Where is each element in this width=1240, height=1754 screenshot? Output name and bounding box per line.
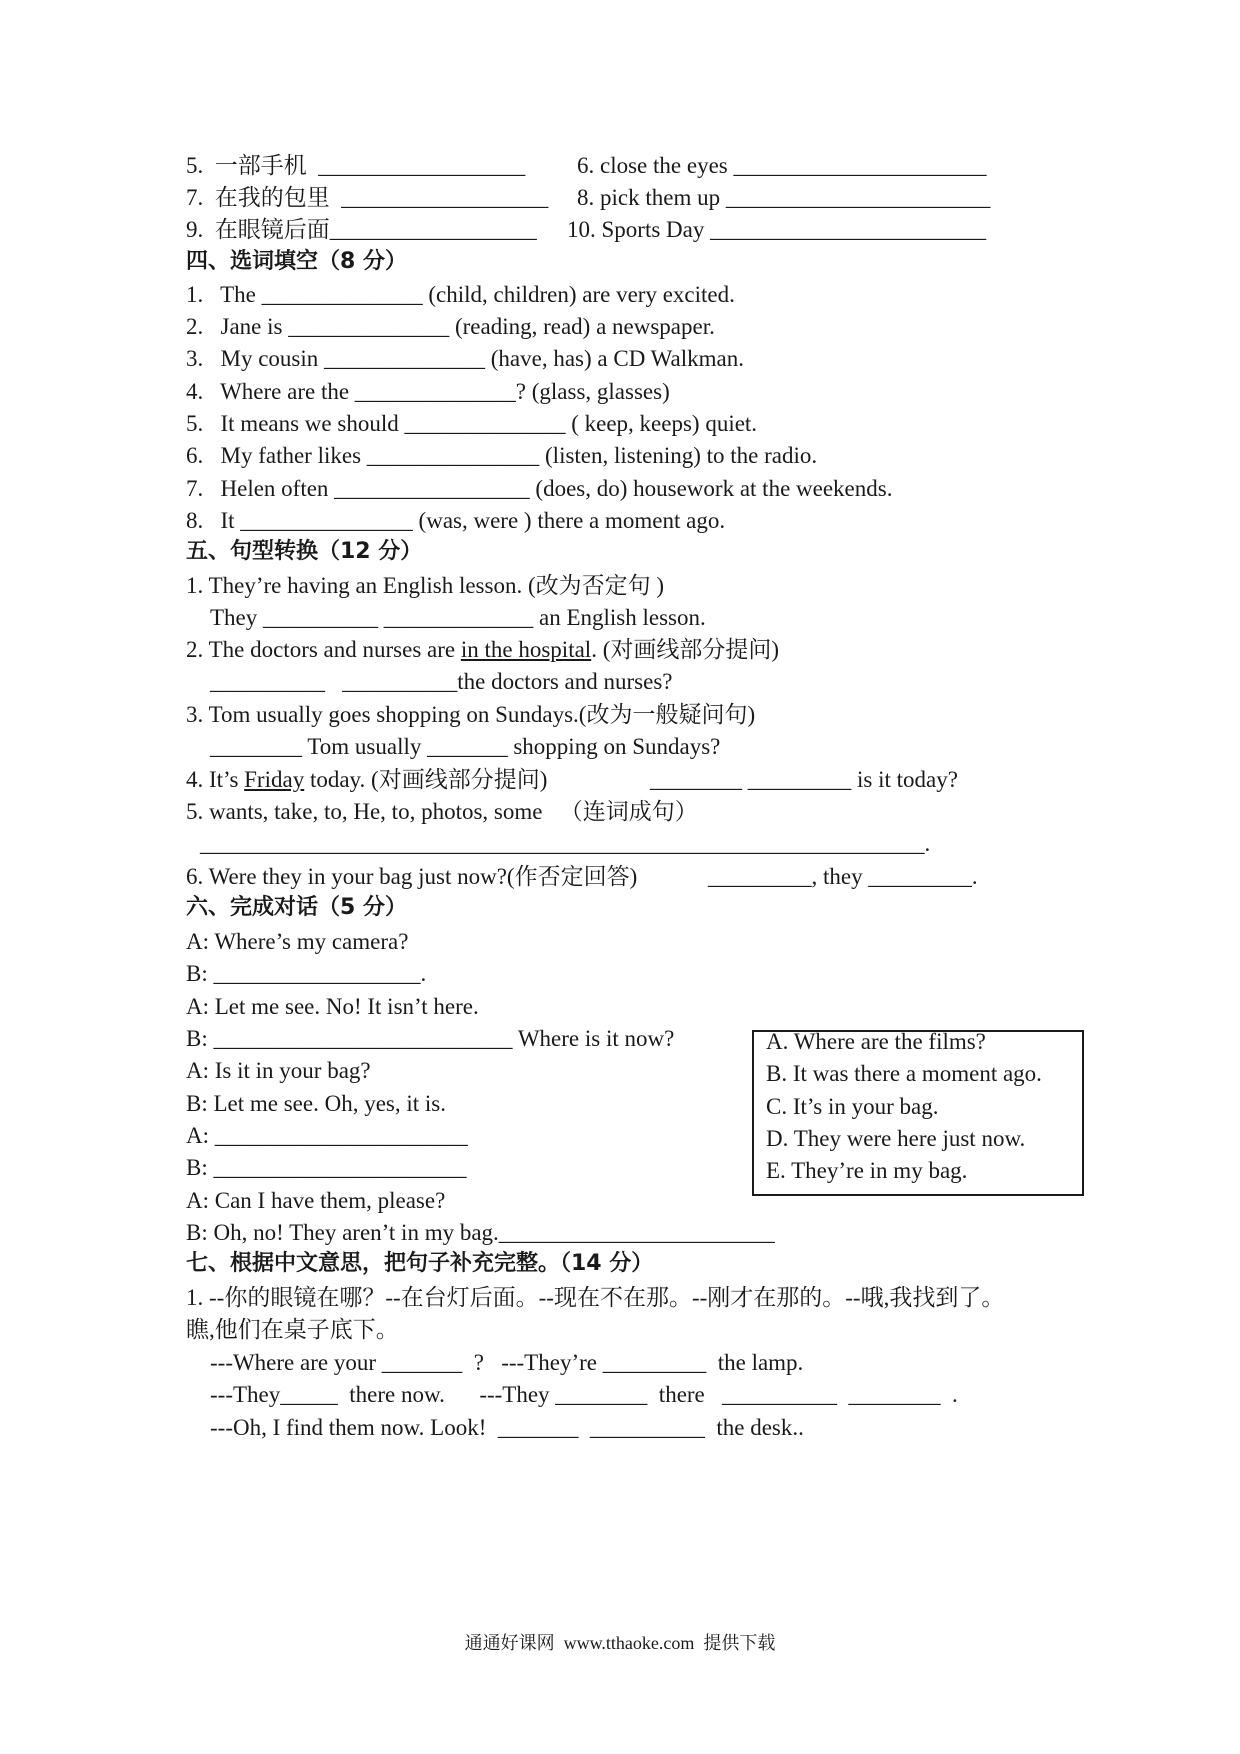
- s6-line-8: B: ______________________: [186, 1155, 467, 1180]
- s7-q1-cn-line-1: 1. --你的眼镜在哪？--在台灯后面。--现在不在那。--刚才在那的。--哦,我找到了。: [186, 1285, 1005, 1310]
- s6-line-3: A: Let me see. No! It isn’t here.: [186, 994, 479, 1019]
- phrase-9: 9. 在眼镜后面__________________: [186, 217, 537, 242]
- s5-q3-answer: ________ Tom usually _______ shopping on Sundays?: [210, 734, 721, 759]
- s6-line-7: A: ______________________: [186, 1123, 468, 1148]
- option-e: E. They’re in my bag.: [766, 1158, 968, 1183]
- s5-q4: 4. It’s Friday today. (对画线部分提问): [186, 767, 548, 792]
- phrase-7: 7. 在我的包里 __________________: [186, 185, 549, 210]
- option-c: C. It’s in your bag.: [766, 1094, 939, 1119]
- s5-q4-underlined: Friday: [244, 767, 305, 792]
- section-6-heading: 六、完成对话（5 分）: [186, 895, 407, 920]
- option-d: D. They were here just now.: [766, 1126, 1026, 1151]
- s4-item-1: 1. The ______________ (child, children) are very excited.: [186, 282, 735, 307]
- s7-q1-en-line-1: ---Where are your _______ ? ---They’re _________ the lamp.: [210, 1350, 804, 1375]
- s4-item-6: 6. My father likes _______________ (listen, listening) to the radio.: [186, 443, 818, 468]
- s5-q1-answer: They __________ _____________ an English lesson.: [210, 605, 706, 630]
- section-5-heading: 五、句型转换（12 分）: [186, 539, 423, 564]
- s4-item-3: 3. My cousin ______________ (have, has) a CD Walkman.: [186, 346, 744, 371]
- s7-q1-en-line-2: ---They_____ there now. ---They ________ there __________ ________ .: [210, 1382, 958, 1407]
- s4-item-8: 8. It _______________ (was, were ) there a moment ago.: [186, 508, 726, 533]
- option-a: A. Where are the films?: [766, 1029, 986, 1054]
- phrase-10: 10. Sports Day ________________________: [567, 217, 987, 242]
- s5-q2-underlined: in the hospital: [460, 637, 592, 662]
- section-4-heading: 四、选词填空（8 分）: [186, 249, 407, 274]
- option-b: B. It was there a moment ago.: [766, 1061, 1042, 1086]
- phrase-6: 6. close the eyes ______________________: [577, 153, 987, 178]
- s5-q2: 2. The doctors and nurses are in the hospital. (对画线部分提问): [186, 637, 780, 662]
- s6-line-2: B: __________________.: [186, 961, 427, 986]
- s5-q6-answer: _________, they _________.: [708, 864, 978, 889]
- phrase-5: 5. 一部手机 __________________: [186, 153, 526, 178]
- s5-q2-answer: __________ __________the doctors and nurses?: [210, 669, 673, 694]
- section-7-heading: 七、根据中文意思，把句子补充完整。（14 分）: [186, 1251, 654, 1276]
- s6-line-5: A: Is it in your bag?: [186, 1058, 371, 1083]
- s6-line-6: B: Let me see. Oh, yes, it is.: [186, 1091, 446, 1116]
- s7-q1-en-line-3: ---Oh, I find them now. Look! _______ __________ the desk..: [210, 1415, 804, 1440]
- page-footer: 通通好课网 www.tthaoke.com 提供下载: [464, 1633, 776, 1653]
- s4-item-4: 4. Where are the ______________? (glass, glasses): [186, 379, 670, 404]
- s5-q5-answer: _______________________________________________________________.: [200, 831, 931, 856]
- s4-item-7: 7. Helen often _________________ (does, do) housework at the weekends.: [186, 476, 893, 501]
- s5-q4-answer: ________ _________ is it today?: [650, 767, 958, 792]
- s6-line-1: A: Where’s my camera?: [186, 929, 409, 954]
- s5-q5: 5. wants, take, to, He, to, photos, some （连词成句）: [186, 799, 698, 824]
- s6-line-9: A: Can I have them, please?: [186, 1188, 446, 1213]
- s6-line-10: B: Oh, no! They aren’t in my bag.________________________: [186, 1220, 775, 1245]
- s5-q6: 6. Were they in your bag just now?(作否定回答): [186, 864, 638, 889]
- s5-q1: 1. They’re having an English lesson. (改为否定句 ): [186, 573, 665, 598]
- dialogue-options-box: [752, 1030, 1084, 1196]
- s4-item-5: 5. It means we should ______________ ( keep, keeps) quiet.: [186, 411, 758, 436]
- s4-item-2: 2. Jane is ______________ (reading, read) a newspaper.: [186, 314, 715, 339]
- s5-q3: 3. Tom usually goes shopping on Sundays.(改为一般疑问句): [186, 702, 756, 727]
- s6-line-4: B: __________________________ Where is it now?: [186, 1026, 675, 1051]
- s7-q1-cn-line-2: 瞧,他们在桌子底下。: [186, 1317, 399, 1342]
- phrase-8: 8. pick them up _______________________: [577, 185, 991, 210]
